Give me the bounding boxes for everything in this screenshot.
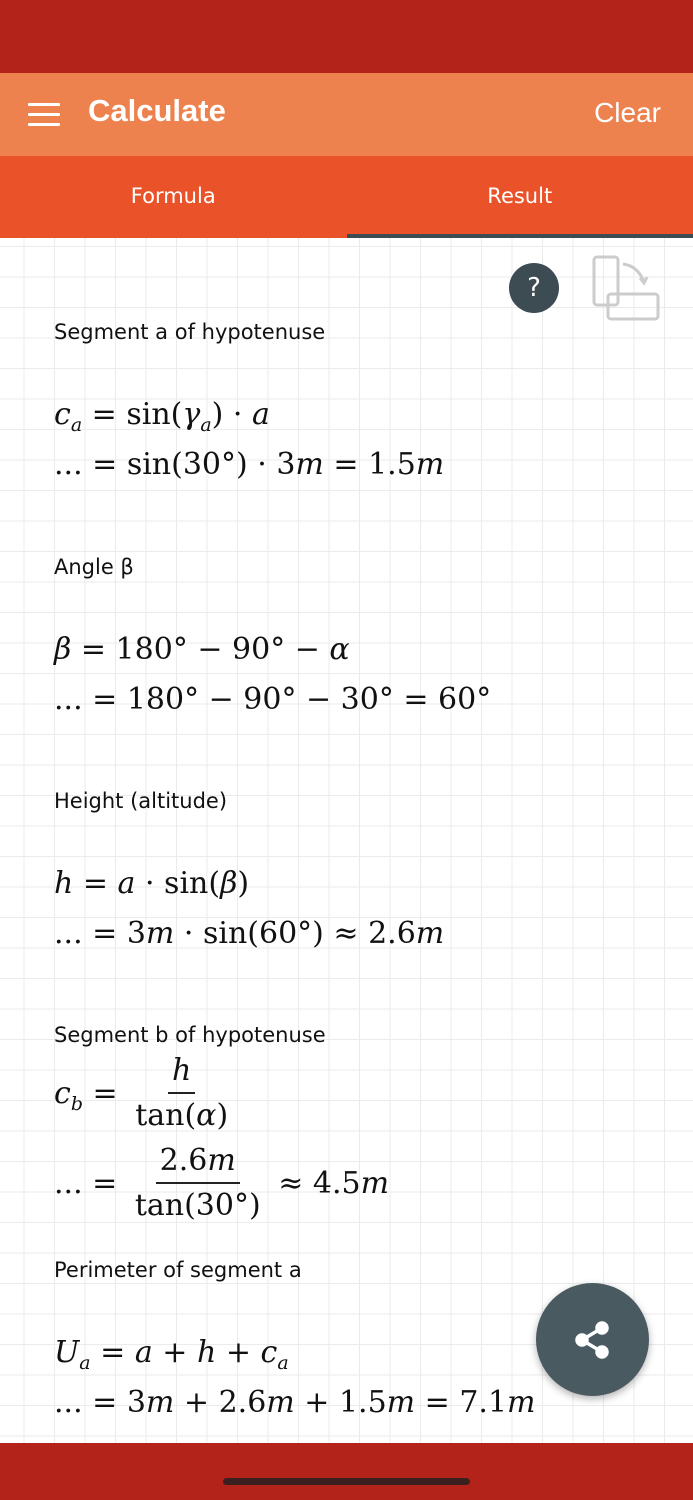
numerator	[156, 1140, 240, 1184]
formula	[54, 625, 491, 725]
help-button[interactable]: ?	[509, 263, 559, 313]
formula-token: ) ·	[211, 397, 252, 432]
formula-token: α	[196, 1098, 217, 1133]
formula-token: 2.6	[159, 1143, 208, 1178]
formula-token: + 2.6	[174, 1385, 267, 1420]
formula-token: +	[152, 1335, 197, 1370]
formula-token: a	[117, 866, 136, 901]
formula-subscript: a	[70, 414, 83, 436]
hamburger-menu-icon[interactable]	[28, 103, 60, 127]
result-section	[54, 787, 444, 959]
formula-line	[54, 859, 444, 909]
formula-token: · sin(60°) ≈ 2.6	[174, 916, 416, 951]
formula-token: β	[54, 632, 72, 667]
formula-token: γ	[182, 397, 201, 432]
section-heading: Perimeter of segment a	[54, 1258, 302, 1282]
formula-token: β	[220, 866, 238, 901]
formula-token: m	[507, 1385, 536, 1420]
status-bar	[0, 0, 693, 73]
formula-token: α	[329, 632, 350, 667]
app-bar	[0, 73, 693, 156]
formula-token: ... = sin(30°) · 3	[54, 447, 296, 482]
formula-token: ... = 3	[54, 1385, 146, 1420]
formula-line	[54, 1328, 535, 1378]
formula-token: · sin(	[135, 866, 221, 901]
section-heading: Segment a of hypotenuse	[54, 320, 326, 344]
formula-token: tan(30°)	[134, 1188, 261, 1223]
formula-line	[54, 440, 444, 490]
formula-token: = 180° − 90° −	[71, 632, 330, 667]
formula-subscript: a	[79, 1352, 91, 1374]
result-section	[54, 1256, 535, 1428]
formula-line	[54, 909, 444, 959]
system-nav-bar	[0, 1443, 693, 1500]
formula-token: +	[216, 1335, 261, 1370]
formula-token: h	[196, 1335, 217, 1370]
result-section	[54, 553, 491, 725]
share-icon	[573, 1320, 613, 1360]
result-section	[54, 1021, 389, 1229]
formula-token: U	[54, 1335, 80, 1370]
formula-token: h	[54, 866, 74, 901]
section-heading: Segment b of hypotenuse	[54, 1023, 326, 1047]
formula-token: )	[237, 866, 250, 901]
result-content[interactable]	[0, 238, 693, 1443]
formula-token: ... = 180° − 90° − 30° = 60°	[54, 682, 492, 717]
formula-subscript: a	[200, 414, 212, 436]
formula-token: = 1.5	[323, 447, 416, 482]
page-title: Calculate	[88, 93, 226, 128]
denominator	[131, 1184, 265, 1228]
share-button[interactable]	[536, 1283, 649, 1396]
formula-line	[54, 1049, 389, 1139]
formula-token: c	[54, 1076, 71, 1111]
formula-token: tan(	[135, 1098, 197, 1133]
formula-line	[54, 390, 444, 440]
formula-token: m	[266, 1385, 295, 1420]
section-heading: Angle β	[54, 555, 134, 579]
clear-button[interactable]: Clear	[594, 97, 661, 128]
formula-subscript: a	[277, 1352, 289, 1374]
tab-formula[interactable]: Formula	[130, 184, 216, 208]
formula-line	[54, 1378, 535, 1428]
formula-token: a	[134, 1335, 153, 1370]
result-section	[54, 318, 444, 490]
fraction	[131, 1050, 232, 1138]
formula-token: ... =	[54, 1166, 127, 1201]
formula-token: m	[386, 1385, 416, 1420]
formula-token: m	[145, 916, 175, 951]
formula	[54, 1328, 535, 1428]
formula-token: m	[207, 1143, 236, 1178]
formula-token: m	[360, 1166, 390, 1201]
formula-token: c	[54, 397, 71, 432]
denominator	[131, 1094, 232, 1138]
formula-line	[54, 1139, 389, 1229]
formula-token: =	[82, 1076, 128, 1111]
fraction	[131, 1140, 265, 1228]
formula	[54, 859, 444, 959]
formula-token: = sin(	[82, 397, 183, 432]
formula-token: =	[90, 1335, 135, 1370]
formula-token: ≈ 4.5	[268, 1166, 361, 1201]
formula-token: m	[145, 1385, 175, 1420]
formula-token: m	[415, 447, 445, 482]
formula-token: m	[415, 916, 445, 951]
formula-line	[54, 675, 491, 725]
tab-result[interactable]: Result	[347, 156, 693, 238]
section-heading: Height (altitude)	[54, 789, 228, 813]
formula-token: + 1.5	[294, 1385, 387, 1420]
formula	[54, 1049, 389, 1229]
formula-token: = 7.1	[415, 1385, 508, 1420]
formula-token: =	[73, 866, 118, 901]
tab-bar	[0, 156, 693, 238]
formula-token: c	[260, 1335, 278, 1370]
formula-token: a	[251, 397, 270, 432]
numerator	[168, 1050, 195, 1094]
formula-token: h	[172, 1053, 192, 1088]
formula	[54, 390, 444, 490]
rotate-screen-icon[interactable]	[590, 254, 662, 326]
formula-token: m	[295, 447, 324, 482]
home-indicator[interactable]	[223, 1478, 470, 1485]
formula-token: )	[216, 1098, 229, 1133]
formula-subscript: b	[70, 1093, 83, 1115]
formula-token: ... = 3	[54, 916, 146, 951]
formula-line	[54, 625, 491, 675]
